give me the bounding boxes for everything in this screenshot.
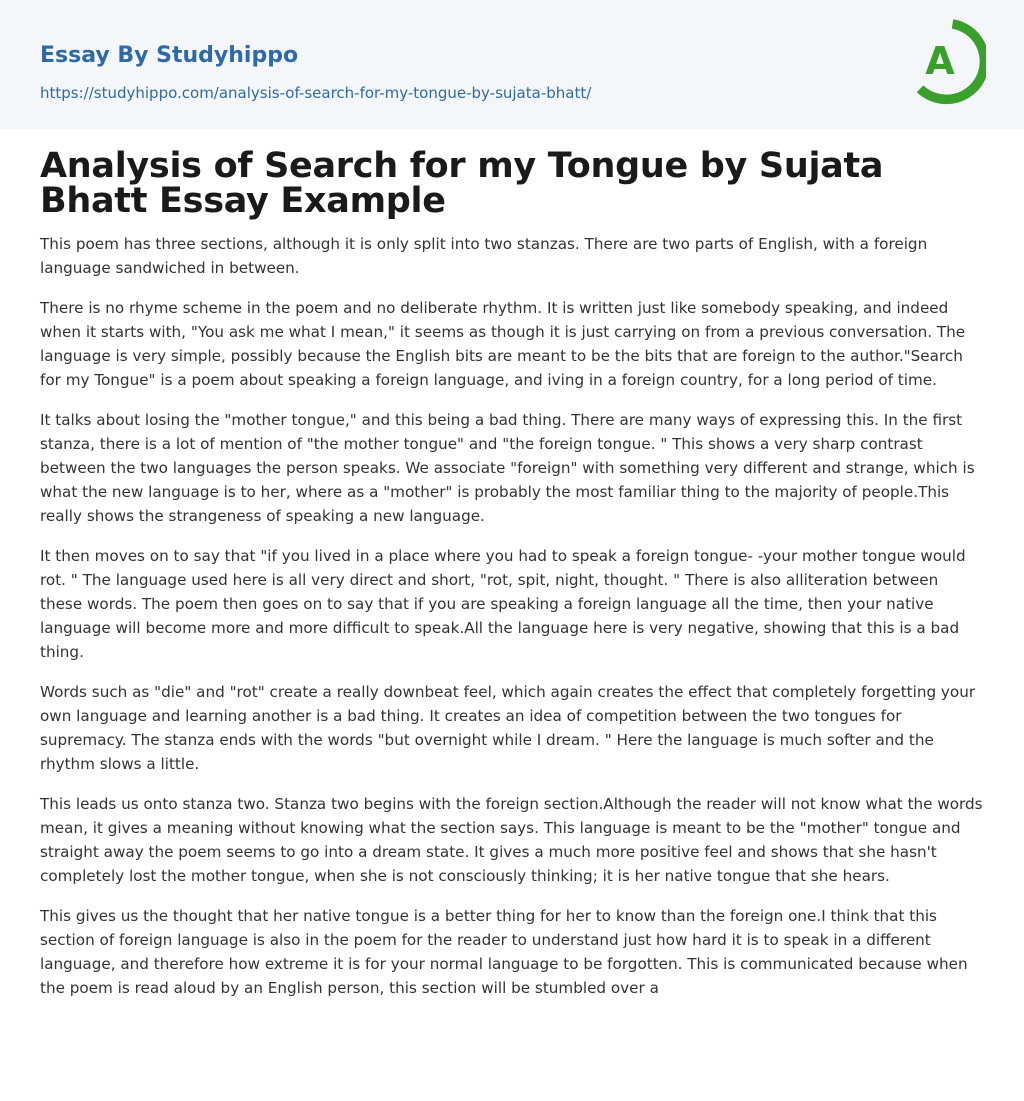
site-brand[interactable]: Essay By Studyhippo xyxy=(40,43,299,68)
paragraph-7: This gives us the thought that her native tongue is a better thing for her to know than the foreign one.I think that this section of foreign language is also in the poem for the reader to understand just how hard it is to speak in a different language, and therefore how extreme it is for your normal language to be forgotten. This is communicated because when the poem is read aloud by an English person, this section will be stumbled over a xyxy=(40,907,968,997)
article-url-link[interactable]: https://studyhippo.com/analysis-of-search-for-my-tongue-by-sujata-bhatt/ xyxy=(40,84,592,102)
studyhippo-logo-icon[interactable] xyxy=(912,19,986,105)
logo-letter: A xyxy=(925,39,955,83)
page-title: Analysis of Search for my Tongue by Sujata Bhatt Essay Example xyxy=(40,146,884,221)
article xyxy=(0,146,1024,1000)
paragraph-2: There is no rhyme scheme in the poem and no deliberate rhythm. It is written just like somebody speaking, and indeed when it starts with, "You ask me what I mean," it seems as though it is just carrying on from a previous conversation. The language is very simple, possibly because the English bits are meant to be the bits that are foreign to the author."Search for my Tongue" is a poem about speaking a foreign language, and iving in a foreign country, for a long period of time. xyxy=(40,299,966,389)
paragraph-6: This leads us onto stanza two. Stanza two begins with the foreign section.Although the reader will not know what the words mean, it gives a meaning without knowing what the section says. This language is meant to be the "mother" tongue and straight away the poem seems to go into a dream state. It gives a much more positive feel and shows that she hasn't completely lost the mother tongue, when she is not consciously thinking; it is her native tongue that she hears. xyxy=(40,795,983,885)
paragraph-5: Words such as "die" and "rot" create a really downbeat feel, which again creates the effect that completely forgetting your own language and learning another is a bad thing. It creates an idea of competition between the two tongues for supremacy. The stanza ends with the words "but overnight while I dream. " Here the language is much softer and the rhythm slows a little. xyxy=(40,683,976,773)
paragraph-1: This poem has three sections, although it is only split into two stanzas. There are two parts of English, with a foreign language sandwiched in between. xyxy=(40,235,928,277)
site-header xyxy=(0,0,1024,129)
paragraph-3: It talks about losing the "mother tongue," and this being a bad thing. There are many ways of expressing this. In the first stanza, there is a lot of mention of "the mother tongue" and "the foreign tongue. " This shows a very sharp contrast between the two languages the person speaks. We associate "foreign" with something very different and strange, which is what the new language is to her, where as a "mother" is probably the most familiar thing to the majority of people.This really shows the strangeness of speaking a new language. xyxy=(40,411,975,525)
paragraph-4: It then moves on to say that "if you lived in a place where you had to speak a foreign tongue- -your mother tongue would rot. " The language used here is all very direct and short, "rot, spit, night, thought. " There is also alliteration between these words. The poem then goes on to say that if you are speaking a foreign language all the time, then your native language will become more and more difficult to speak.All the language here is very negative, showing that this is a bad thing. xyxy=(40,547,966,661)
